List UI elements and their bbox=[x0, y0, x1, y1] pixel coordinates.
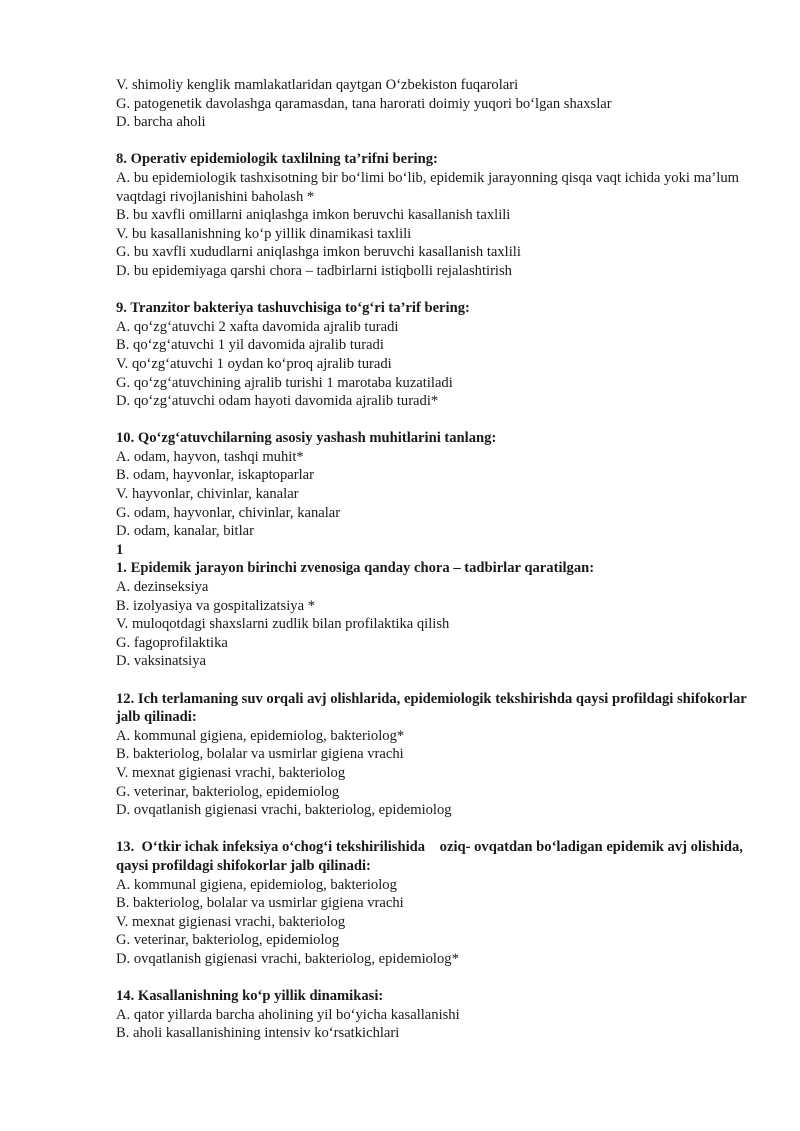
option-a: A. kommunal gigiena, epidemiolog, bakteriolog* bbox=[116, 727, 405, 744]
question-9-title: 9. Tranzitor bakteriya tashuvchisiga to‘g‘ri ta’rif bering: bbox=[116, 300, 470, 317]
option-g: G. qo‘zg‘atuvchining ajralib turishi 1 marotaba kuzatiladi bbox=[116, 374, 453, 391]
option-b: B. aholi kasallanishining intensiv ko‘rsatkichlari bbox=[116, 1025, 400, 1042]
option-d: D. ovqatlanish gigienasi vrachi, bakteriolog, epidemiolog* bbox=[116, 950, 459, 967]
option-b: B. izolyasiya va gospitalizatsiya * bbox=[116, 597, 315, 614]
option-b: B. bu xavfli omillarni aniqlashga imkon beruvchi kasallanish taxlili bbox=[116, 207, 511, 224]
option-g: G. patogenetik davolashga qaramasdan, tana harorati doimiy yuqori bo‘lgan shaxslar bbox=[116, 95, 612, 112]
option-v: V. bu kasallanishning ko‘p yillik dinamikasi taxlili bbox=[116, 225, 412, 242]
option-d: D. bu epidemiyaga qarshi chora – tadbirlarni istiqbolli rejalashtirish bbox=[116, 262, 512, 279]
intro-options bbox=[116, 76, 760, 132]
question-11 bbox=[116, 559, 760, 671]
option-d: D. barcha aholi bbox=[116, 114, 206, 131]
question-10 bbox=[116, 429, 760, 541]
option-v: V. qo‘zg‘atuvchi 1 oydan ko‘proq ajralib turadi bbox=[116, 355, 392, 372]
question-8 bbox=[116, 150, 760, 280]
option-g: G. odam, hayvonlar, chivinlar, kanalar bbox=[116, 504, 341, 521]
option-v: V. hayvonlar, chivinlar, kanalar bbox=[116, 486, 299, 503]
option-a: A. kommunal gigiena, epidemiolog, bakteriolog bbox=[116, 876, 397, 893]
question-12-title: 12. Ich terlamaning suv orqali avj olishlarida, epidemiologik tekshirishda qaysi profildagi shifokorlar jalb qilinadi: bbox=[116, 690, 747, 726]
question-11-title: 1. Epidemik jarayon birinchi zvenosiga qanday chora – tadbirlar qaratilgan: bbox=[116, 560, 595, 577]
option-d: D. vaksinatsiya bbox=[116, 653, 206, 670]
option-b: B. bakteriolog, bolalar va usmirlar gigiena vrachi bbox=[116, 746, 404, 763]
option-b: B. bakteriolog, bolalar va usmirlar gigiena vrachi bbox=[116, 895, 404, 912]
question-8-title: 8. Operativ epidemiologik taxlilning ta’rifni bering: bbox=[116, 151, 438, 168]
option-d: D. ovqatlanish gigienasi vrachi, bakteriolog, epidemiolog bbox=[116, 802, 452, 819]
option-v: V. shimoliy kenglik mamlakatlaridan qaytgan O‘zbekiston fuqarolari bbox=[116, 77, 519, 93]
option-a: A. bu epidemiologik tashxisotning bir bo‘limi bo‘lib, epidemik jarayonning qisqa vaqt ichida yoki ma’lum vaqtdagi rivojlanishini baholash * bbox=[116, 169, 739, 205]
question-13 bbox=[116, 838, 760, 968]
option-b: B. odam, hayvonlar, iskaptoparlar bbox=[116, 467, 314, 484]
option-g: G. bu xavfli xududlarni aniqlashga imkon beruvchi kasallanish taxlili bbox=[116, 244, 521, 261]
option-v: V. muloqotdagi shaxslarni zudlik bilan profilaktika qilish bbox=[116, 616, 450, 633]
question-14 bbox=[116, 987, 760, 1043]
option-d: D. qo‘zg‘atuvchi odam hayoti davomida ajralib turadi* bbox=[116, 393, 439, 410]
option-a: A. qator yillarda barcha aholining yil bo‘yicha kasallanishi bbox=[116, 1006, 460, 1023]
question-9 bbox=[116, 299, 760, 411]
stray-page-number: 1 bbox=[116, 541, 124, 558]
question-14-title: 14. Kasallanishning ko‘p yillik dinamikasi: bbox=[116, 988, 384, 1005]
option-a: A. qo‘zg‘atuvchi 2 xafta davomida ajralib turadi bbox=[116, 318, 399, 335]
option-g: G. veterinar, bakteriolog, epidemiolog bbox=[116, 783, 340, 800]
option-v: V. mexnat gigienasi vrachi, bakteriolog bbox=[116, 913, 346, 930]
question-10-title: 10. Qo‘zg‘atuvchilarning asosiy yashash muhitlarini tanlang: bbox=[116, 430, 497, 447]
option-g: G. fagoprofilaktika bbox=[116, 634, 228, 651]
option-a: A. odam, hayvon, tashqi muhit* bbox=[116, 448, 304, 465]
option-a: A. dezinseksiya bbox=[116, 579, 209, 596]
option-d: D. odam, kanalar, bitlar bbox=[116, 523, 255, 540]
question-12 bbox=[116, 690, 760, 820]
option-g: G. veterinar, bakteriolog, epidemiolog bbox=[116, 932, 340, 949]
question-13-title: 13. O‘tkir ichak infeksiya o‘chog‘i tekshirilishida oziq- ovqatdan bo‘ladigan epidemik avj olishida, qaysi profildagi shifokorlar jalb qilinadi: bbox=[116, 839, 747, 874]
option-b: B. qo‘zg‘atuvchi 1 yil davomida ajralib turadi bbox=[116, 337, 384, 354]
option-v: V. mexnat gigienasi vrachi, bakteriolog bbox=[116, 764, 346, 781]
